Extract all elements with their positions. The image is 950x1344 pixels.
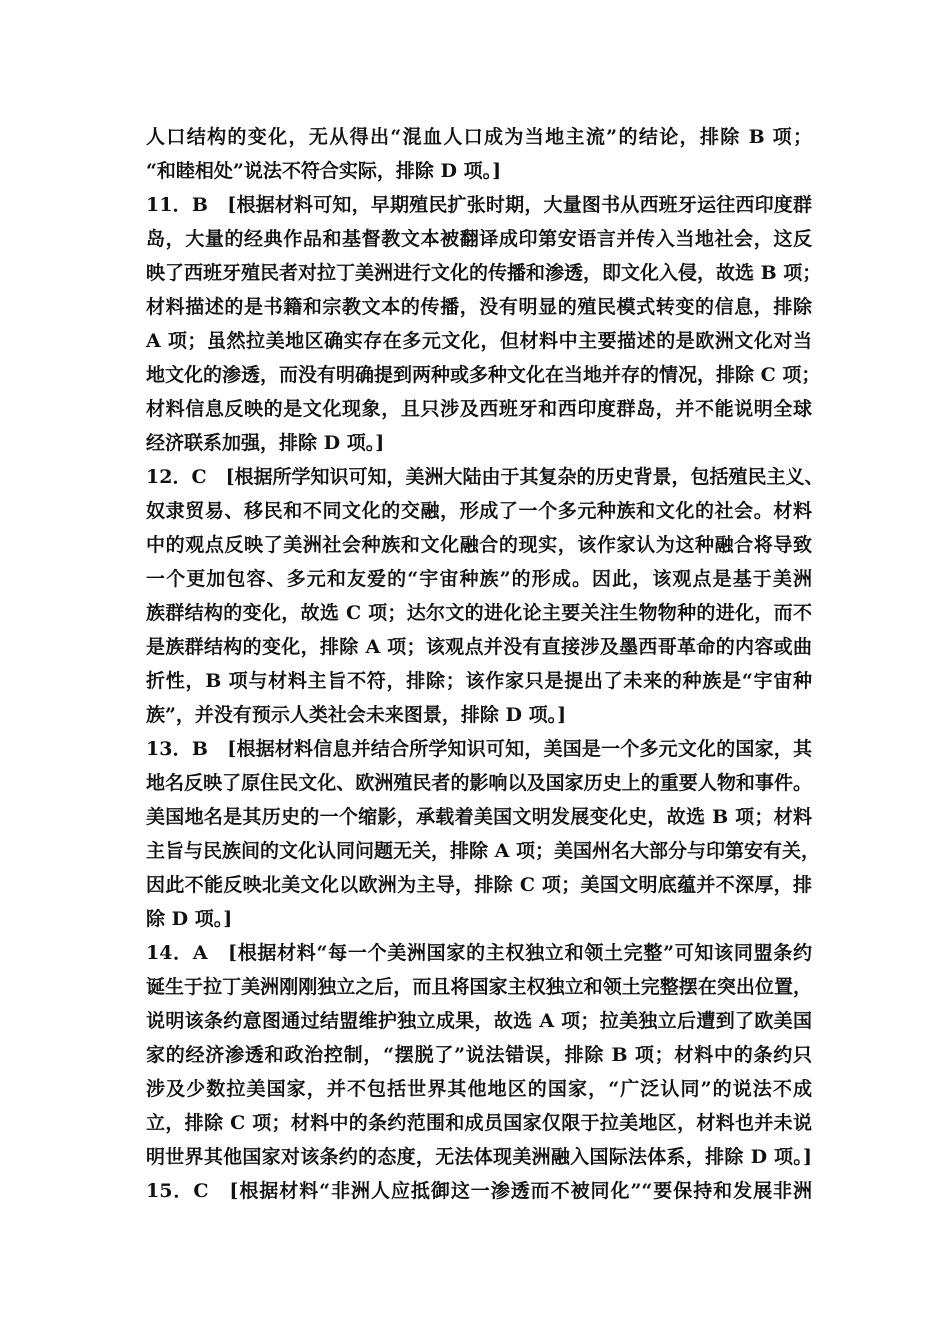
text-line: 中的观点反映了美洲社会种族和文化融合的现实，该作家认为这种融合将导致 [146,534,812,556]
text-line: 人口结构的变化，无从得出“混血人口成为当地主流”的结论，排除 B 项； [146,126,812,148]
text-line: 材料信息反映的是文化现象，且只涉及西班牙和西印度群岛，并不能说明全球 [146,398,812,420]
text-line: 家的经济渗透和政治控制，“摆脱了”说法错误，排除 B 项；材料中的条约只 [146,1044,812,1066]
text-line: 除 D 项。] [146,908,233,930]
text-line: A 项；虽然拉美地区确实存在多元文化，但材料中主要描述的是欧洲文化对当 [146,330,812,352]
text-line: 族群结构的变化，故选 C 项；达尔文的进化论主要关注生物物种的进化，而不 [146,602,812,624]
text-line: 映了西班牙殖民者对拉丁美洲进行文化的传播和渗透，即文化入侵，故选 B 项； [146,262,822,284]
answer-14-line: 14．A [根据材料“每一个美洲国家的主权独立和领土完整”可知该同盟条约 [146,942,812,964]
text-line: 地名反映了原住民文化、欧洲殖民者的影响以及国家历史上的重要人物和事件。 [146,772,812,794]
answer-13-line: 13．B [根据材料信息并结合所学知识可知，美国是一个多元文化的国家，其 [146,738,812,760]
text-line: 一个更加包容、多元和友爱的“宇宙种族”的形成。因此，该观点是基于美洲 [146,568,812,590]
text-line: 说明该条约意图通过结盟维护独立成果，故选 A 项；拉美独立后遭到了欧美国 [146,1010,812,1032]
text-line: 主旨与民族间的文化认同问题无关，排除 A 项；美国州名大部分与印第安有关， [146,840,820,862]
text-line: 岛，大量的经典作品和基督教文本被翻译成印第安语言并传入当地社会，这反 [146,228,812,250]
text-line: 立，排除 C 项；材料中的条约范围和成员国家仅限于拉美地区，材料也并未说 [146,1112,812,1134]
text-line: 折性，B 项与材料主旨不符，排除；该作家只是提出了未来的种族是“宇宙种 [146,670,812,692]
text-line: 明世界其他国家对该条约的态度，无法体现美洲融入国际法体系，排除 D 项。] [146,1146,812,1168]
text-line: 美国地名是其历史的一个缩影，承载着美国文明发展变化史，故选 B 项；材料 [146,806,812,828]
text-line: 族”，并没有预示人类社会未来图景，排除 D 项。] [146,704,567,726]
answer-explanations [146,120,824,1208]
text-line: 经济联系加强，排除 D 项。] [146,432,385,454]
answer-12-line: 12．C [根据所学知识可知，美洲大陆由于其复杂的历史背景，包括殖民主义、 [146,466,824,488]
text-line: 涉及少数拉美国家，并不包括世界其他地区的国家，“广泛认同”的说法不成 [146,1078,812,1100]
text-line: “和睦相处”说法不符合实际，排除 D 项。] [146,160,502,182]
text-line: 奴隶贸易、移民和不同文化的交融，形成了一个多元种族和文化的社会。材料 [146,500,812,522]
text-line: 材料描述的是书籍和宗教文本的传播，没有明显的殖民模式转变的信息，排除 [146,296,812,318]
answer-11-line: 11．B [根据材料可知，早期殖民扩张时期，大量图书从西班牙运往西印度群 [146,194,812,216]
text-line: 因此不能反映北美文化以欧洲为主导，排除 C 项；美国文明底蕴并不深厚，排 [146,874,812,896]
text-line: 诞生于拉丁美洲刚刚独立之后，而且将国家主权独立和领土完整摆在突出位置， [146,976,812,998]
text-line: 地文化的渗透，而没有明确提到两种或多种文化在当地并存的情况，排除 C 项； [146,364,821,386]
answer-15-line: 15．C [根据材料“非洲人应抵御这一渗透而不被同化”“要保持和发展非洲 [146,1180,812,1202]
text-line: 是族群结构的变化，排除 A 项；该观点并没有直接涉及墨西哥革命的内容或曲 [146,636,812,658]
